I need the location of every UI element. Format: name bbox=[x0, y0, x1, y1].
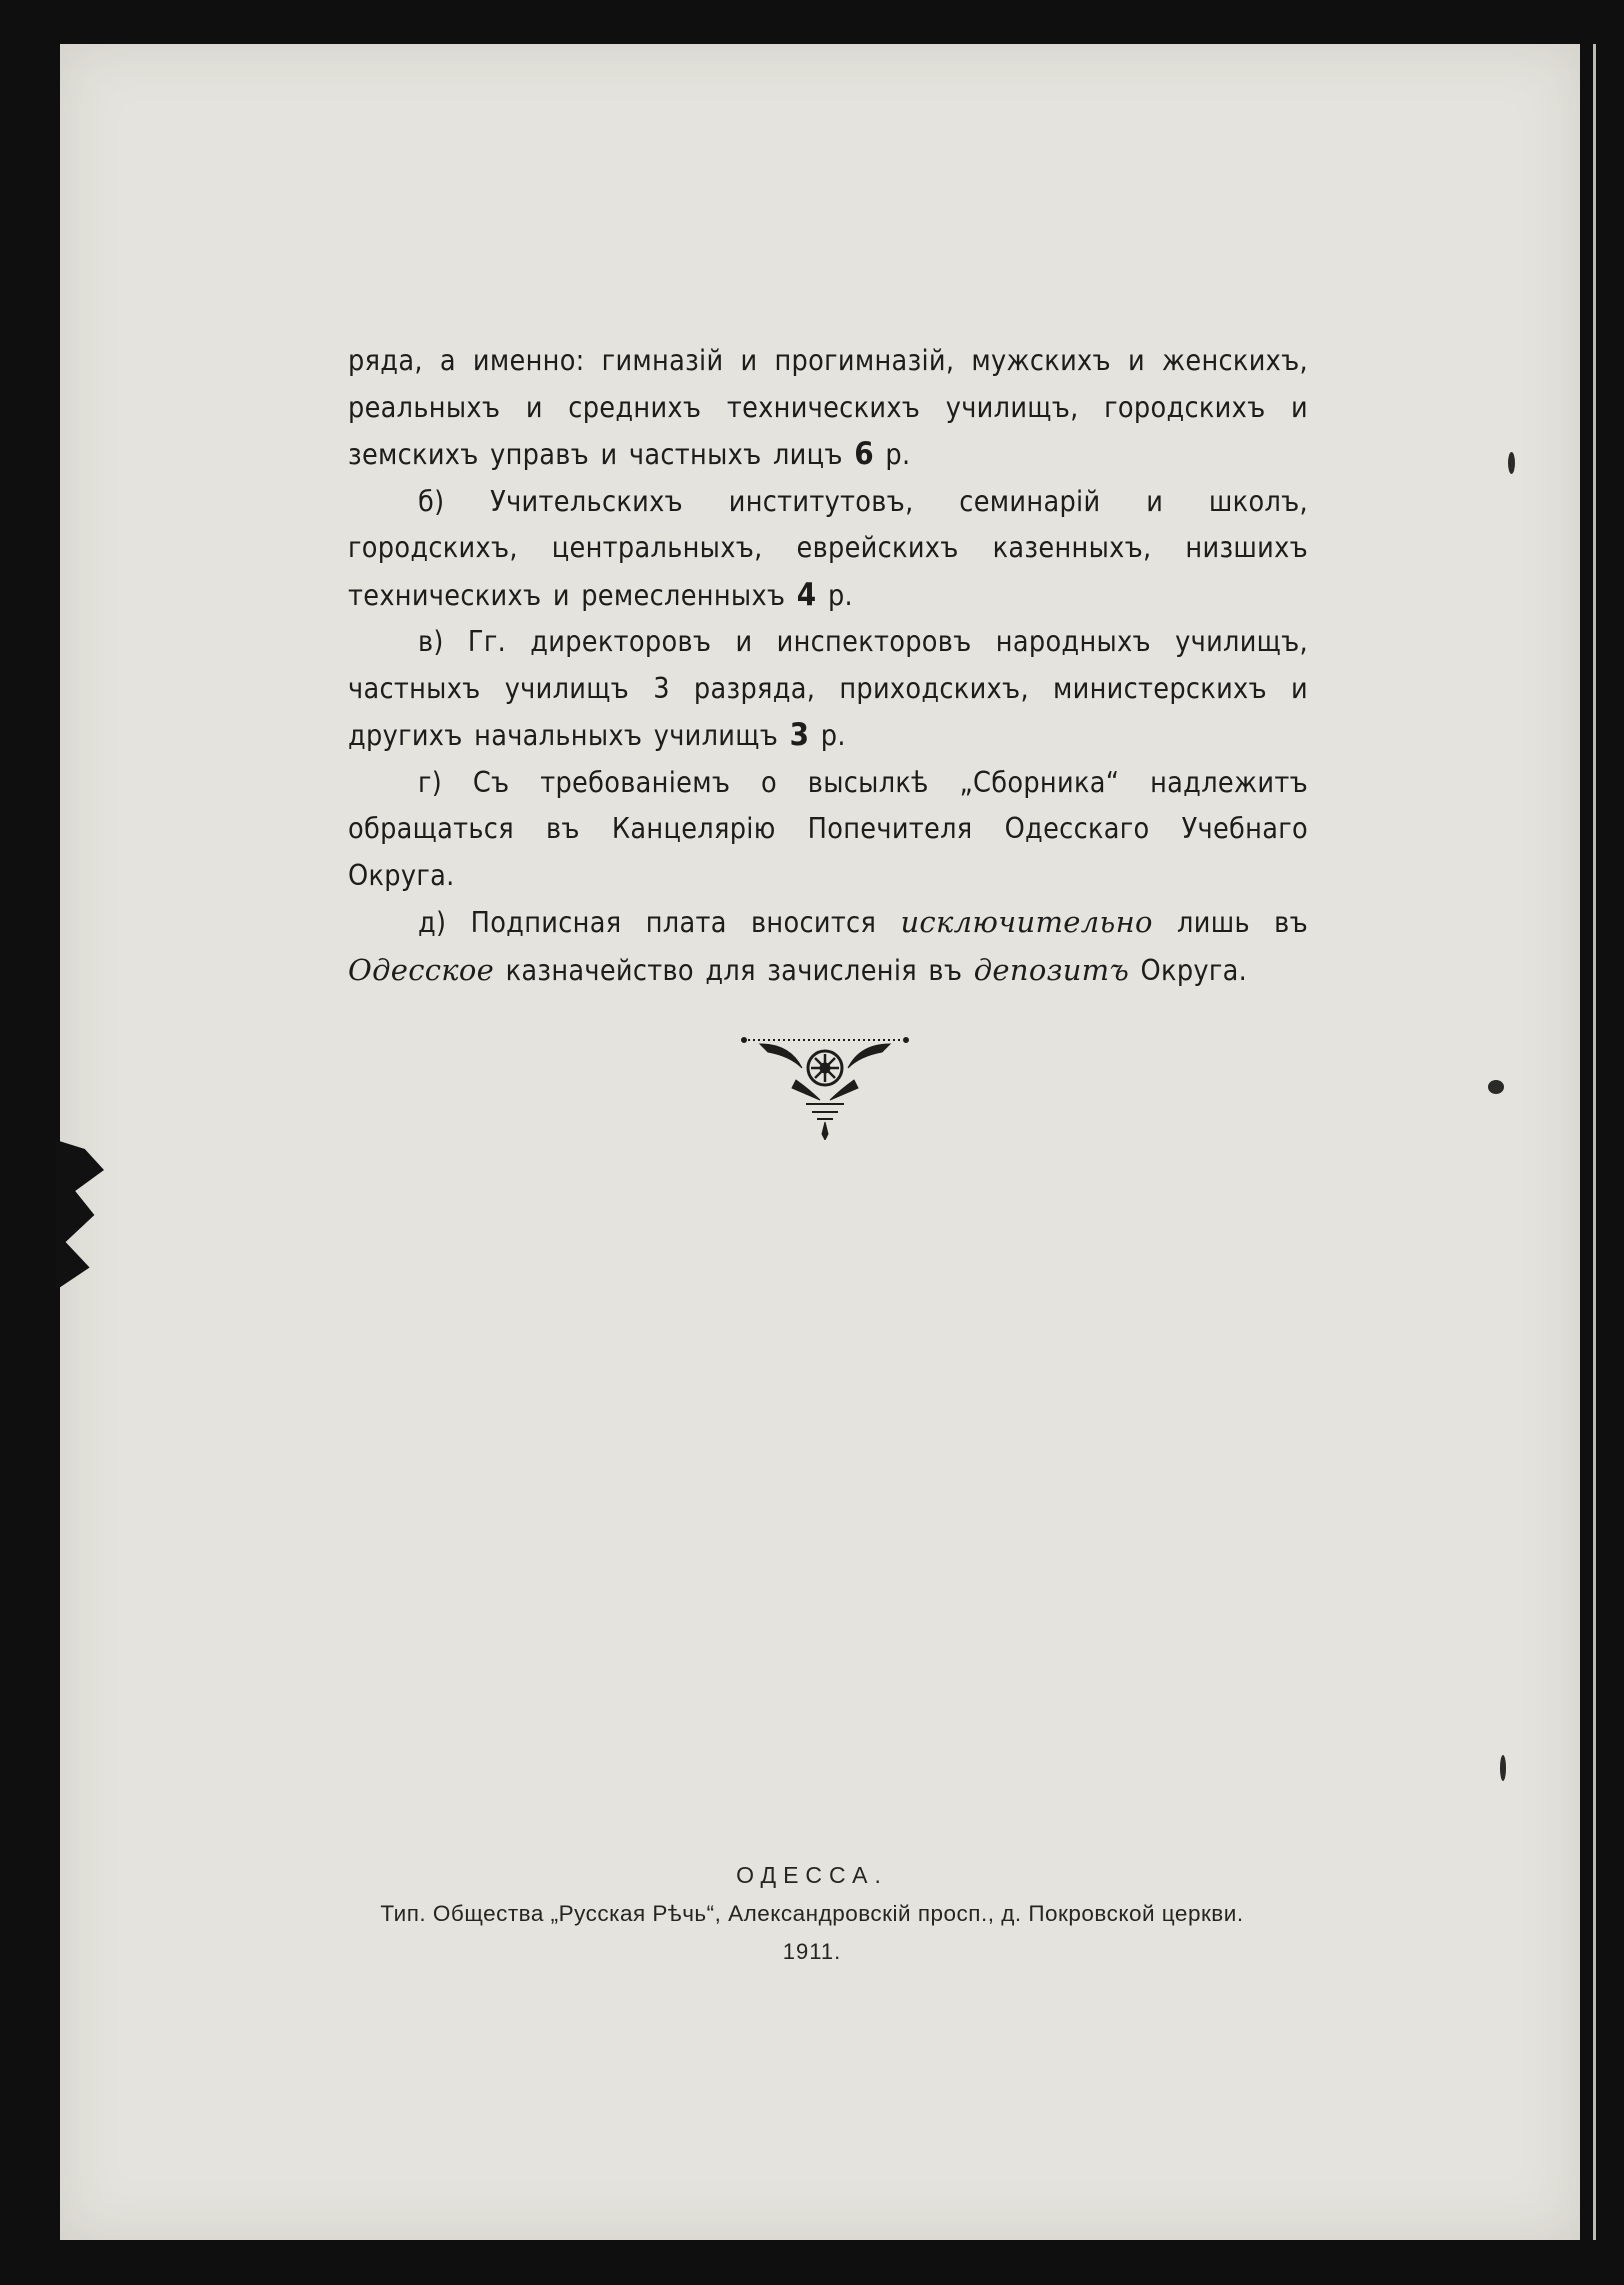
paragraph-intro bbox=[348, 338, 1308, 479]
imprint-year: 1911. bbox=[782, 1939, 842, 1964]
text-run: лишь въ bbox=[1152, 906, 1308, 939]
imprint bbox=[300, 1855, 1324, 1971]
paper-speck bbox=[1488, 1080, 1504, 1094]
italic-text: депозитъ bbox=[973, 952, 1130, 987]
paragraph-b bbox=[348, 479, 1308, 620]
text-run: р. bbox=[873, 438, 911, 471]
paragraph-v bbox=[348, 619, 1308, 760]
ornament-icon bbox=[740, 1030, 910, 1140]
text-run: казначейство для зачисленія въ bbox=[494, 953, 974, 987]
paper-speck bbox=[1500, 1755, 1506, 1781]
imprint-printer: Тип. Общества „Русская Рѣчь“, Александровскій просп., д. Покровской церкви. bbox=[380, 1901, 1244, 1926]
text-run: р. bbox=[816, 578, 853, 612]
text-run: б) Учительскихъ институтовъ, семинарій и школъ, городскихъ, центральныхъ, еврейскихъ казенныхъ, низшихъ техническихъ и ремесленныхъ bbox=[348, 484, 1308, 612]
text-run: д) Подписная плата вносится bbox=[418, 906, 901, 939]
text-run: в) Гг. директоровъ и инспекторовъ народныхъ училищъ, частныхъ училищъ 3 разряда, приходскихъ, министерскихъ и другихъ начальныхъ училищъ bbox=[348, 625, 1308, 752]
price-value: 4 bbox=[796, 576, 817, 613]
price-value: 3 bbox=[789, 717, 810, 753]
italic-text: Одесское bbox=[348, 952, 495, 987]
italic-text: исключительно bbox=[900, 905, 1153, 939]
price-value: 6 bbox=[854, 436, 874, 472]
text-run: ряда, а именно: гимназій и прогимназій, мужскихъ и женскихъ, реальныхъ и среднихъ техническихъ училищъ, городскихъ и земскихъ управъ и частныхъ лицъ bbox=[348, 344, 1308, 471]
paragraph-d bbox=[348, 899, 1308, 994]
text-run: р. bbox=[809, 719, 846, 752]
paper-edge bbox=[1593, 44, 1596, 2240]
paper-speck bbox=[1508, 452, 1515, 474]
body-text bbox=[348, 338, 1308, 994]
paragraph-g bbox=[348, 760, 1308, 900]
text-run: Округа. bbox=[1129, 953, 1248, 987]
text-run: г) Съ требованіемъ о высылкѣ „Сборника“ надлежитъ обращаться въ Канцелярію Попечителя Одесскаго Учебнаго Округа. bbox=[348, 765, 1308, 892]
imprint-city: ОДЕССА. bbox=[736, 1862, 888, 1888]
